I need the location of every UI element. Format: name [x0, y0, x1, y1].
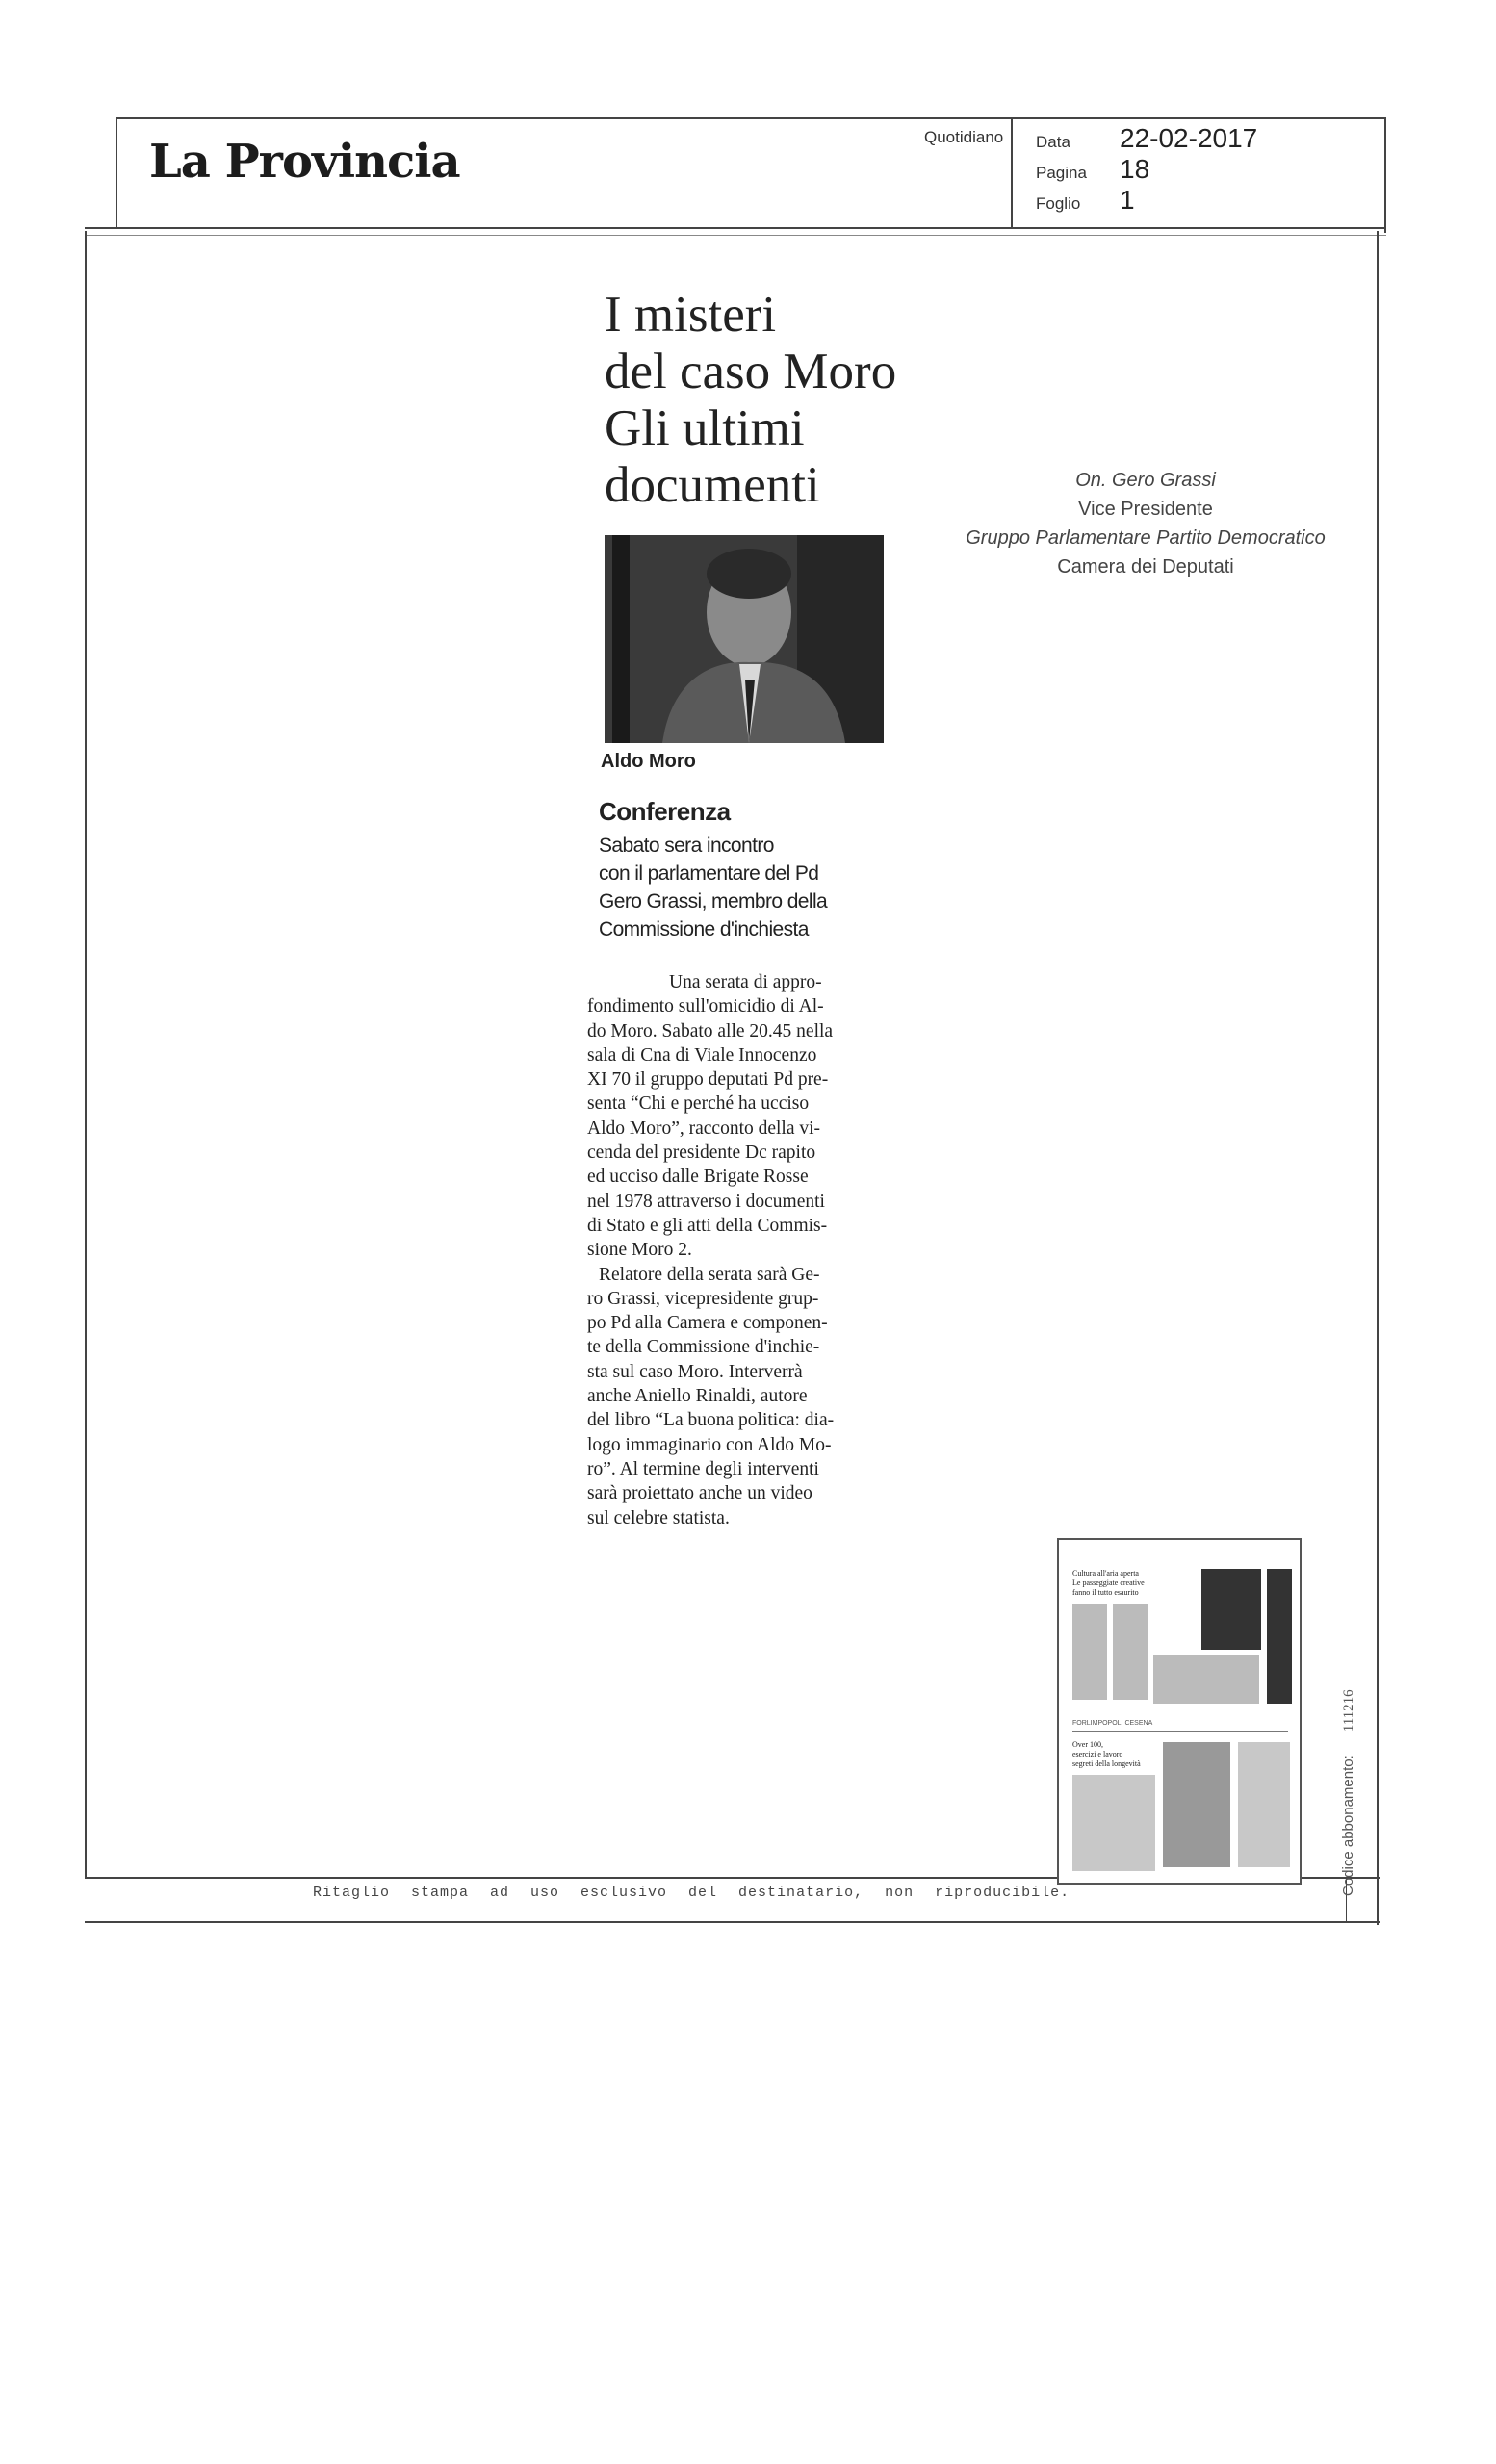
thumbnail-text-block [1113, 1604, 1148, 1700]
page-thumbnail [1057, 1538, 1302, 1885]
signature-group: Gruppo Parlamentare Partito Democratico [966, 527, 1326, 549]
headline-line: documenti [605, 457, 820, 513]
summary-line: Sabato sera incontro [599, 834, 774, 857]
meta-box-divider [1011, 117, 1013, 229]
thumbnail-story-line: segreti della longevità [1072, 1759, 1141, 1768]
signature-chamber: Camera dei Deputati [1057, 556, 1234, 578]
thumbnail-photo [1201, 1569, 1261, 1650]
body-line: sala di Cna di Viale Innocenzo [587, 1044, 817, 1065]
subscription-code-label: Codice abbonamento: [1340, 1755, 1356, 1896]
thumbnail-headline-line: fanno il tutto esaurito [1072, 1588, 1139, 1597]
article-kicker: Conferenza [599, 797, 731, 826]
summary-line: Gero Grassi, membro della [599, 890, 828, 912]
subscription-code-value: 111216 [1341, 1689, 1356, 1732]
article-headline [605, 287, 932, 514]
headline-line: del caso Moro [605, 344, 897, 399]
clipping-notice: Ritaglio stampa ad uso esclusivo del destinatario, non riproducibile. [313, 1885, 1070, 1901]
body-line: ro”. Al termine degli interventi [587, 1458, 819, 1479]
newspaper-masthead: La Provincia [149, 135, 460, 189]
body-line: ro Grassi, vicepresidente grup- [587, 1288, 819, 1309]
body-line: anche Aniello Rinaldi, autore [587, 1386, 808, 1407]
portrait-image [605, 535, 884, 743]
header-top-rule [116, 117, 1386, 119]
page-right-border [1377, 231, 1379, 1925]
body-paragraph-1 [587, 970, 876, 994]
body-line: di Stato e gli atti della Commis- [587, 1215, 828, 1236]
meta-value-date: 22-02-2017 [1120, 123, 1258, 153]
body-paragraph-2 [587, 1263, 876, 1530]
thumbnail-story-line: Over 100, [1072, 1740, 1103, 1749]
body-line: Una serata di appro- [669, 972, 822, 992]
thumbnail-photo-2 [1163, 1742, 1230, 1867]
summary-line: Commissione d'inchiesta [599, 918, 809, 940]
thumbnail-text-block [1153, 1656, 1259, 1704]
body-line: sione Moro 2. [587, 1240, 692, 1261]
thumbnail-text-block [1072, 1775, 1155, 1871]
aldo-moro-photo [605, 535, 884, 743]
body-line: Relatore della serata sarà Ge- [599, 1264, 820, 1285]
thumbnail-text-block [1238, 1742, 1290, 1867]
photo-caption: Aldo Moro [601, 751, 696, 772]
header-bottom-rule-2 [85, 235, 1386, 236]
body-line: XI 70 il gruppo deputati Pd pre- [587, 1069, 829, 1091]
thumbnail-section-label: FORLIMPOPOLI CESENA [1072, 1720, 1153, 1727]
body-line: logo immaginario con Aldo Mo- [587, 1434, 832, 1455]
thumbnail-sidebar [1267, 1569, 1292, 1704]
footer-bottom-rule [85, 1921, 1380, 1923]
thumbnail-text-block [1072, 1604, 1107, 1700]
page-left-border [85, 231, 87, 1879]
article-summary [599, 832, 888, 943]
thumbnail-headline-line: Cultura all'aria aperta [1072, 1569, 1139, 1578]
meta-label-sheet: Foglio [1036, 194, 1081, 213]
thumbnail-rule [1072, 1731, 1288, 1732]
publication-type: Quotidiano [924, 128, 1004, 146]
meta-label-date: Data [1036, 133, 1070, 151]
meta-label-page: Pagina [1036, 164, 1087, 182]
meta-value-sheet: 1 [1120, 185, 1135, 215]
body-line: sta sul caso Moro. Interverrà [587, 1361, 803, 1382]
body-line: te della Commissione d'inchie- [587, 1337, 820, 1358]
body-line: nel 1978 attraverso i documenti [587, 1191, 825, 1212]
body-line: senta “Chi e perché ha ucciso [587, 1093, 810, 1115]
body-line: Aldo Moro”, racconto della vi- [587, 1117, 821, 1139]
signature-name: On. Gero Grassi [1075, 470, 1216, 491]
header-left-border [116, 117, 117, 229]
thumbnail-story-line: esercizi e lavoro [1072, 1750, 1123, 1758]
headline-line: Gli ultimi [605, 400, 805, 456]
headline-line: I misteri [605, 287, 777, 343]
header-right-border [1384, 117, 1386, 233]
body-line: del libro “La buona politica: dia- [587, 1410, 835, 1431]
body-line: sul celebre statista. [587, 1507, 730, 1528]
body-line: cenda del presidente Dc rapito [587, 1142, 816, 1164]
article-body [587, 970, 876, 1530]
body-line: sarà proiettato anche un video [587, 1483, 812, 1504]
subscription-code [1340, 1689, 1357, 1896]
thumbnail-headline-line: Le passeggiate creative [1072, 1578, 1145, 1587]
header-bottom-rule [85, 227, 1386, 229]
body-line: po Pd alla Camera e componen- [587, 1313, 828, 1334]
body-line: ed ucciso dalle Brigate Rosse [587, 1167, 809, 1188]
summary-line: con il parlamentare del Pd [599, 862, 819, 885]
signature-role: Vice Presidente [1078, 499, 1213, 520]
body-line: fondimento sull'omicidio di Al- [587, 996, 824, 1017]
meta-value-page: 18 [1120, 154, 1150, 184]
body-line: do Moro. Sabato alle 20.45 nella [587, 1020, 834, 1041]
